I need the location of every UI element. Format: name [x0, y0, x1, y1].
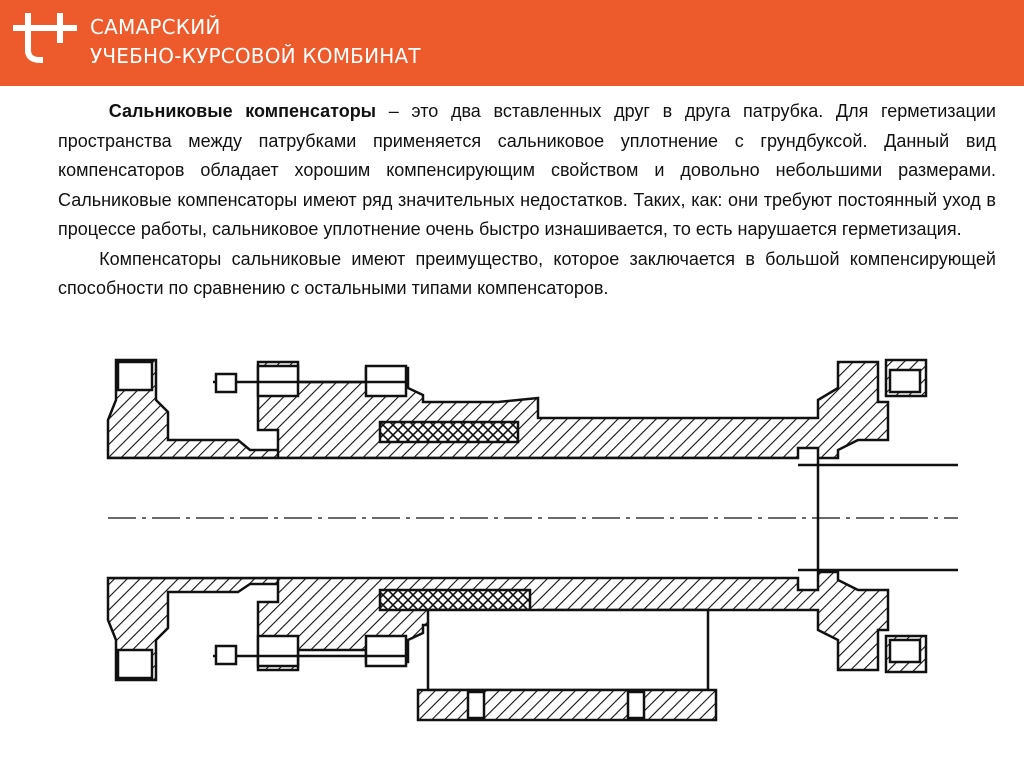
paragraph-2-text: Компенсаторы сальниковые имеют преимущество, которое заключается в большой компенсирующей способности по сравнению с остальными типами компенсаторов.	[58, 248, 996, 298]
logo-icon	[12, 10, 78, 70]
paragraph-2	[58, 245, 996, 304]
org-line-1: САМАРСКИЙ	[90, 15, 221, 39]
compensator-drawing	[98, 340, 958, 755]
org-line-2: УЧЕБНО-КУРСОВОЙ КОМБИНАТ	[90, 44, 421, 68]
paragraph-1-text: – это два вставленных друг в друга патрубка. Для герметизации пространства между патрубками применяется сальниковое уплотнение с грундбуксой. Данный вид компенсаторов обладает хорошим компенсирующим свойством и довольно небольшими размерами. Сальниковые компенсаторы имеют ряд значительных недостатков. Таких, как: они требуют постоянный уход в процессе работы, сальниковое уплотнение очень быстро изнашивается, то есть нарушается герметизация.	[58, 101, 996, 239]
header-bar	[0, 0, 1024, 86]
organization-name	[90, 13, 421, 71]
paragraph-1	[58, 97, 996, 245]
term-bold: Сальниковые компенсаторы	[108, 101, 377, 121]
body-text	[58, 97, 996, 304]
